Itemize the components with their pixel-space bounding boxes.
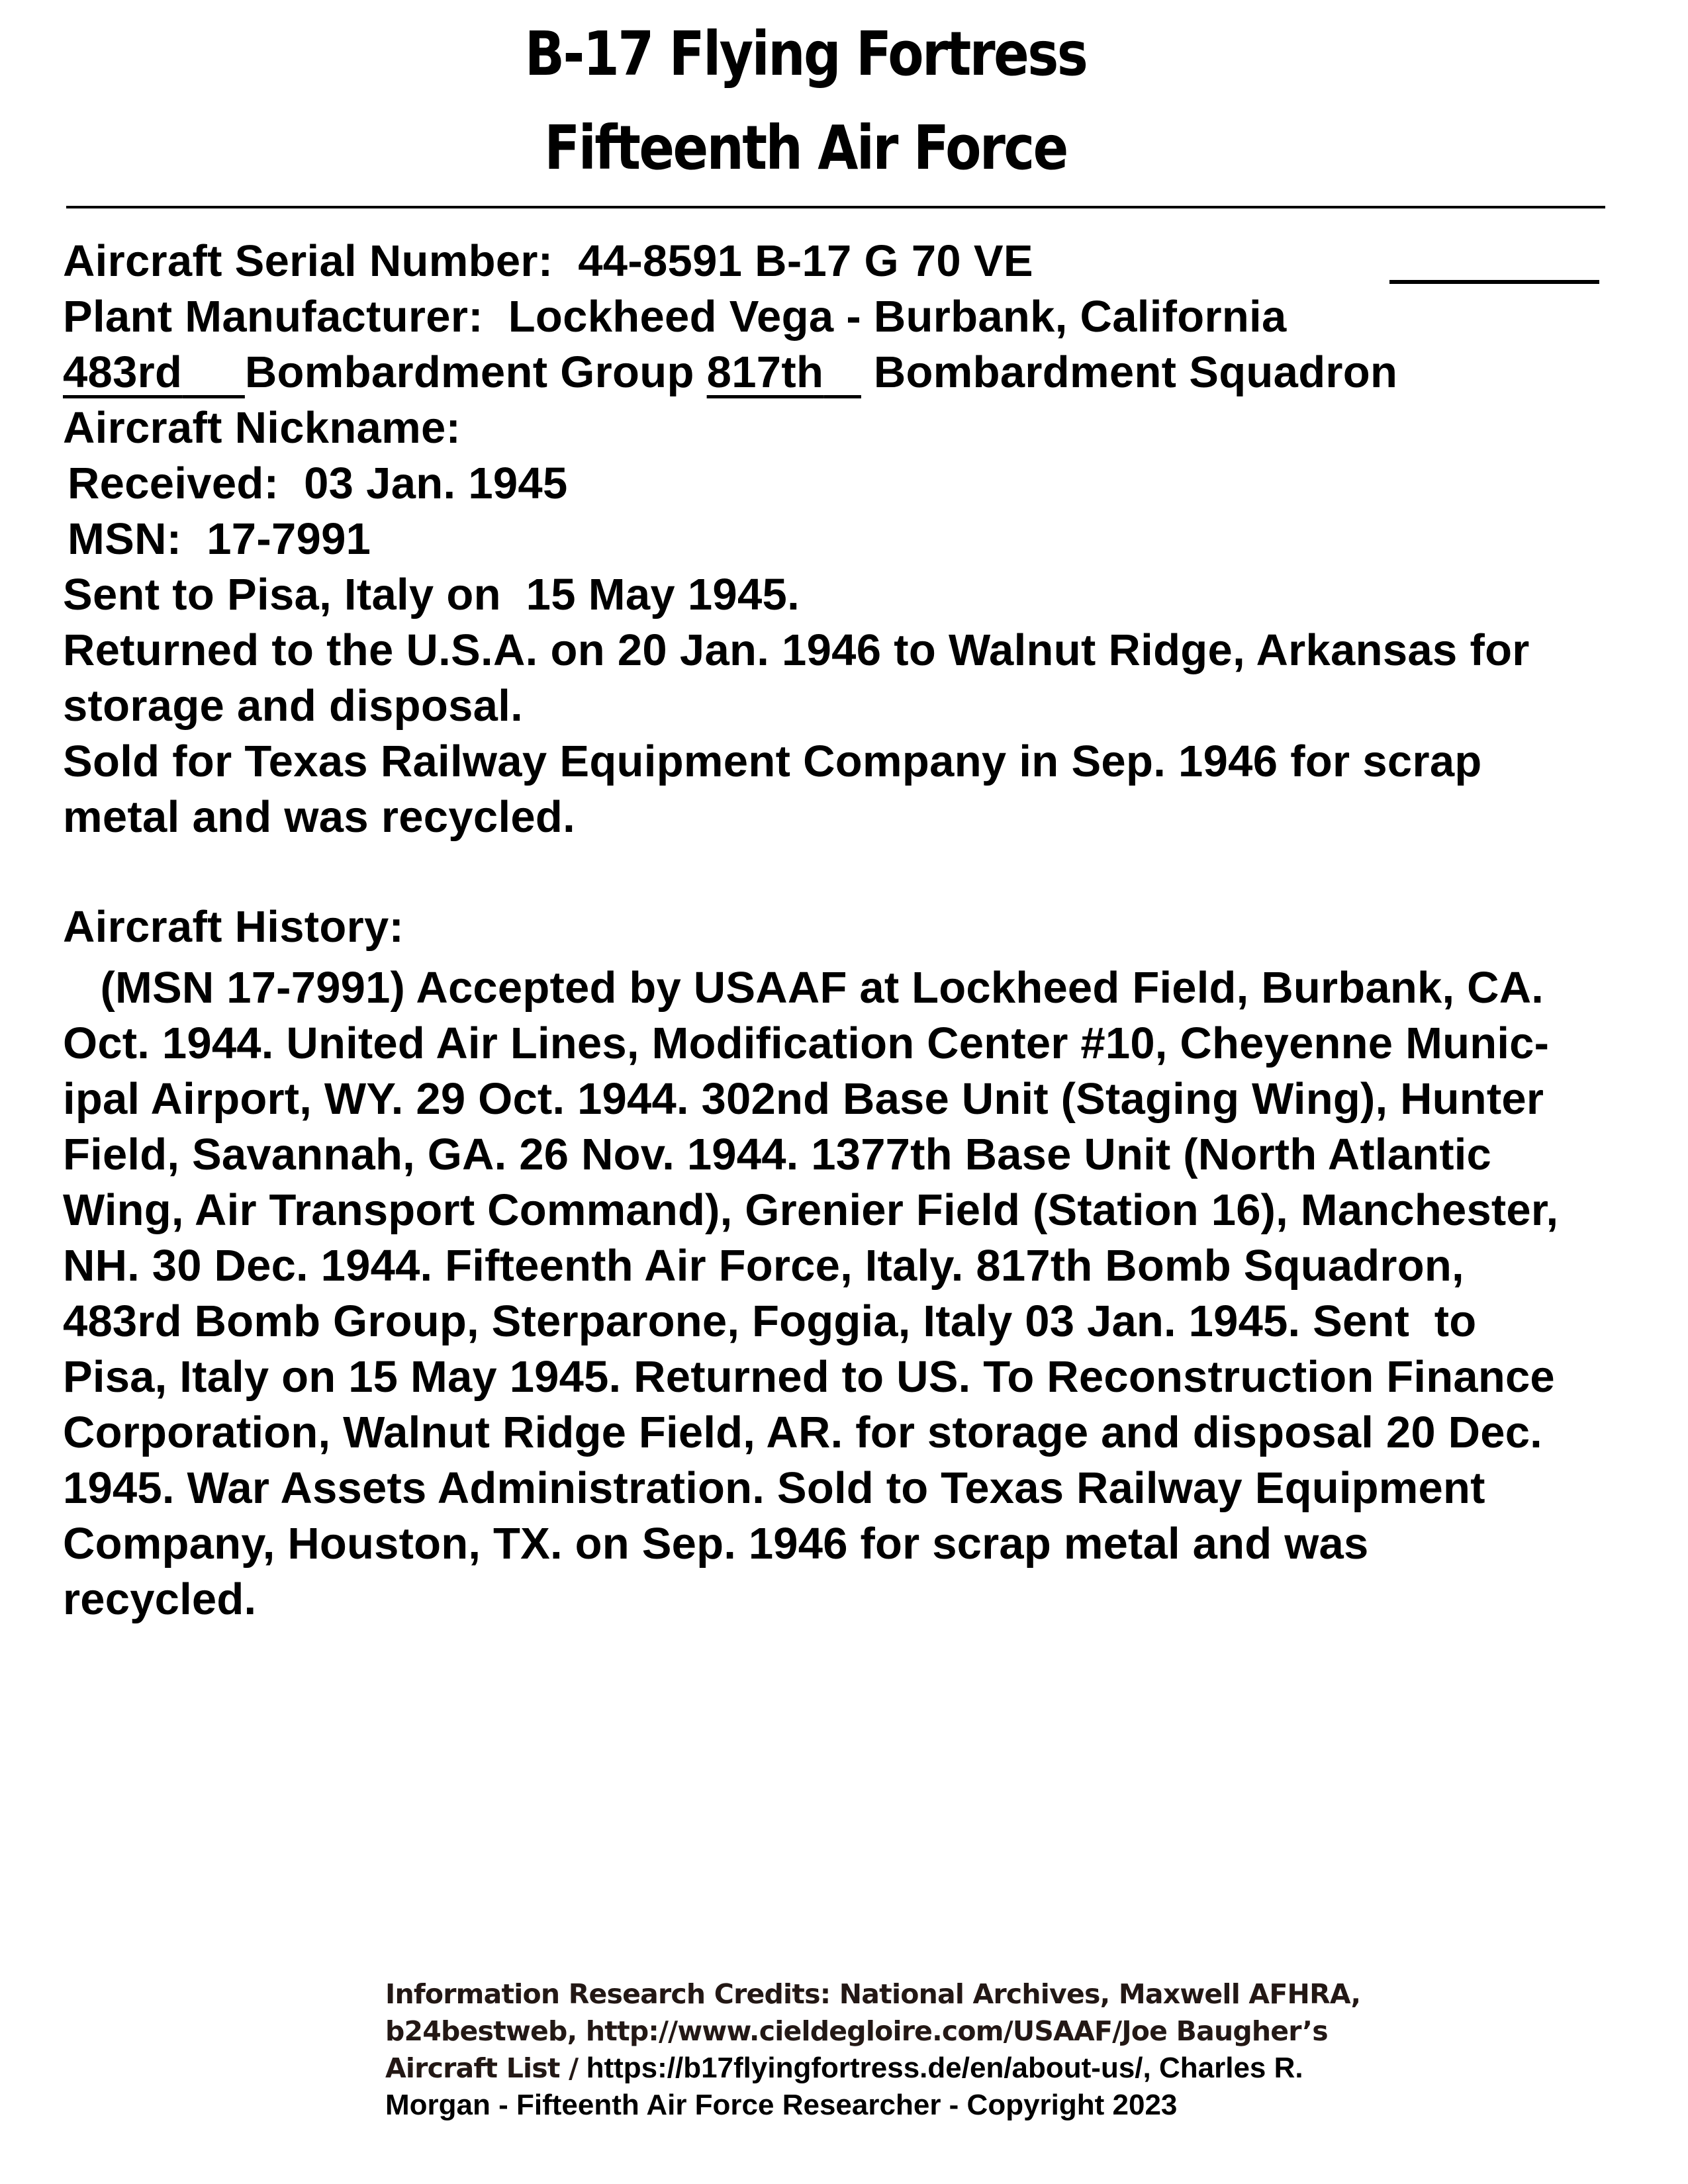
- squadron-value: 817th: [706, 347, 824, 397]
- credits-line-3: [385, 2050, 1365, 2087]
- received-row: [68, 461, 568, 506]
- history-heading: Aircraft History:: [63, 902, 404, 952]
- received-label: Received:: [68, 459, 279, 508]
- group-label: Bombardment Group: [244, 347, 694, 397]
- history-line: Field, Savannah, GA. 26 Nov. 1944. 1377th Base Unit (North Atlantic: [63, 1130, 1491, 1179]
- document-title: B-17 Flying Fortress: [524, 19, 1087, 89]
- serial-number-value: 44-8591 B-17 G 70 VE: [578, 236, 1033, 286]
- sold-line-1: Sold for Texas Railway Equipment Company in Sep. 1946 for scrap: [63, 737, 1482, 786]
- credits-line-4: Morgan - Fifteenth Air Force Researcher - Copyright 2023: [385, 2089, 1178, 2121]
- title-divider: [66, 206, 1605, 208]
- credits-line-3-part-a: Aircraft List /: [385, 2052, 579, 2084]
- group-value: 483rd: [63, 347, 183, 397]
- document-subtitle: Fifteenth Air Force: [544, 113, 1067, 183]
- serial-number-label: Aircraft Serial Number:: [63, 236, 553, 286]
- nickname-row: [63, 403, 473, 453]
- history-line: ipal Airport, WY. 29 Oct. 1944. 302nd Base Unit (Staging Wing), Hunter: [63, 1074, 1544, 1124]
- nickname-label: Aircraft Nickname:: [63, 403, 461, 453]
- msn-label: MSN:: [68, 514, 182, 564]
- manufacturer-value: Lockheed Vega - Burbank, California: [508, 292, 1287, 341]
- history-line: Pisa, Italy on 15 May 1945. Returned to US. To Reconstruction Finance: [63, 1352, 1555, 1402]
- history-paragraph: [63, 960, 1665, 1627]
- history-line: Company, Houston, TX. on Sep. 1946 for scrap metal and was: [63, 1519, 1369, 1569]
- received-value: 03 Jan. 1945: [304, 459, 568, 508]
- research-credits: [385, 1976, 1365, 2124]
- credits-line-1: Information Research Credits: National Archives, Maxwell AFHRA,: [385, 1978, 1361, 2010]
- manufacturer-label: Plant Manufacturer:: [63, 292, 483, 341]
- sent-to-pisa-line: Sent to Pisa, Italy on 15 May 1945.: [63, 570, 800, 619]
- history-line: Oct. 1944. United Air Lines, Modification Center #10, Cheyenne Munic-: [63, 1019, 1550, 1068]
- credits-line-3-part-b: https://b17flyingfortress.de/en/about-us/, Charles R.: [578, 2052, 1303, 2084]
- msn-row: [68, 514, 371, 564]
- history-line: (MSN 17-7991) Accepted by USAAF at Lockheed Field, Burbank, CA.: [63, 963, 1544, 1013]
- history-line: 483rd Bomb Group, Sterparone, Foggia, Italy 03 Jan. 1945. Sent to: [63, 1297, 1477, 1346]
- history-line: 1945. War Assets Administration. Sold to Texas Railway Equipment: [63, 1463, 1485, 1513]
- manufacturer-row: [63, 292, 1287, 341]
- history-line: Corporation, Walnut Ridge Field, AR. for storage and disposal 20 Dec.: [63, 1408, 1542, 1457]
- returned-line-2: storage and disposal.: [63, 681, 524, 731]
- squadron-label: Bombardment Squadron: [873, 347, 1398, 397]
- serial-number-row: [63, 236, 1033, 286]
- msn-value: 17-7991: [207, 514, 371, 564]
- history-line: NH. 30 Dec. 1944. Fifteenth Air Force, Italy. 817th Bomb Squadron,: [63, 1241, 1464, 1291]
- credits-line-2: b24bestweb, http://www.cieldegloire.com/USAAF/Joe Baugher’s: [385, 2015, 1328, 2047]
- blank-underline-field: [1389, 280, 1599, 284]
- sold-line-2: metal and was recycled.: [63, 792, 576, 842]
- history-line: recycled.: [63, 1574, 257, 1624]
- history-line: Wing, Air Transport Command), Grenier Field (Station 16), Manchester,: [63, 1185, 1559, 1235]
- unit-row: [63, 347, 1398, 397]
- returned-line-1: Returned to the U.S.A. on 20 Jan. 1946 to Walnut Ridge, Arkansas for: [63, 625, 1530, 675]
